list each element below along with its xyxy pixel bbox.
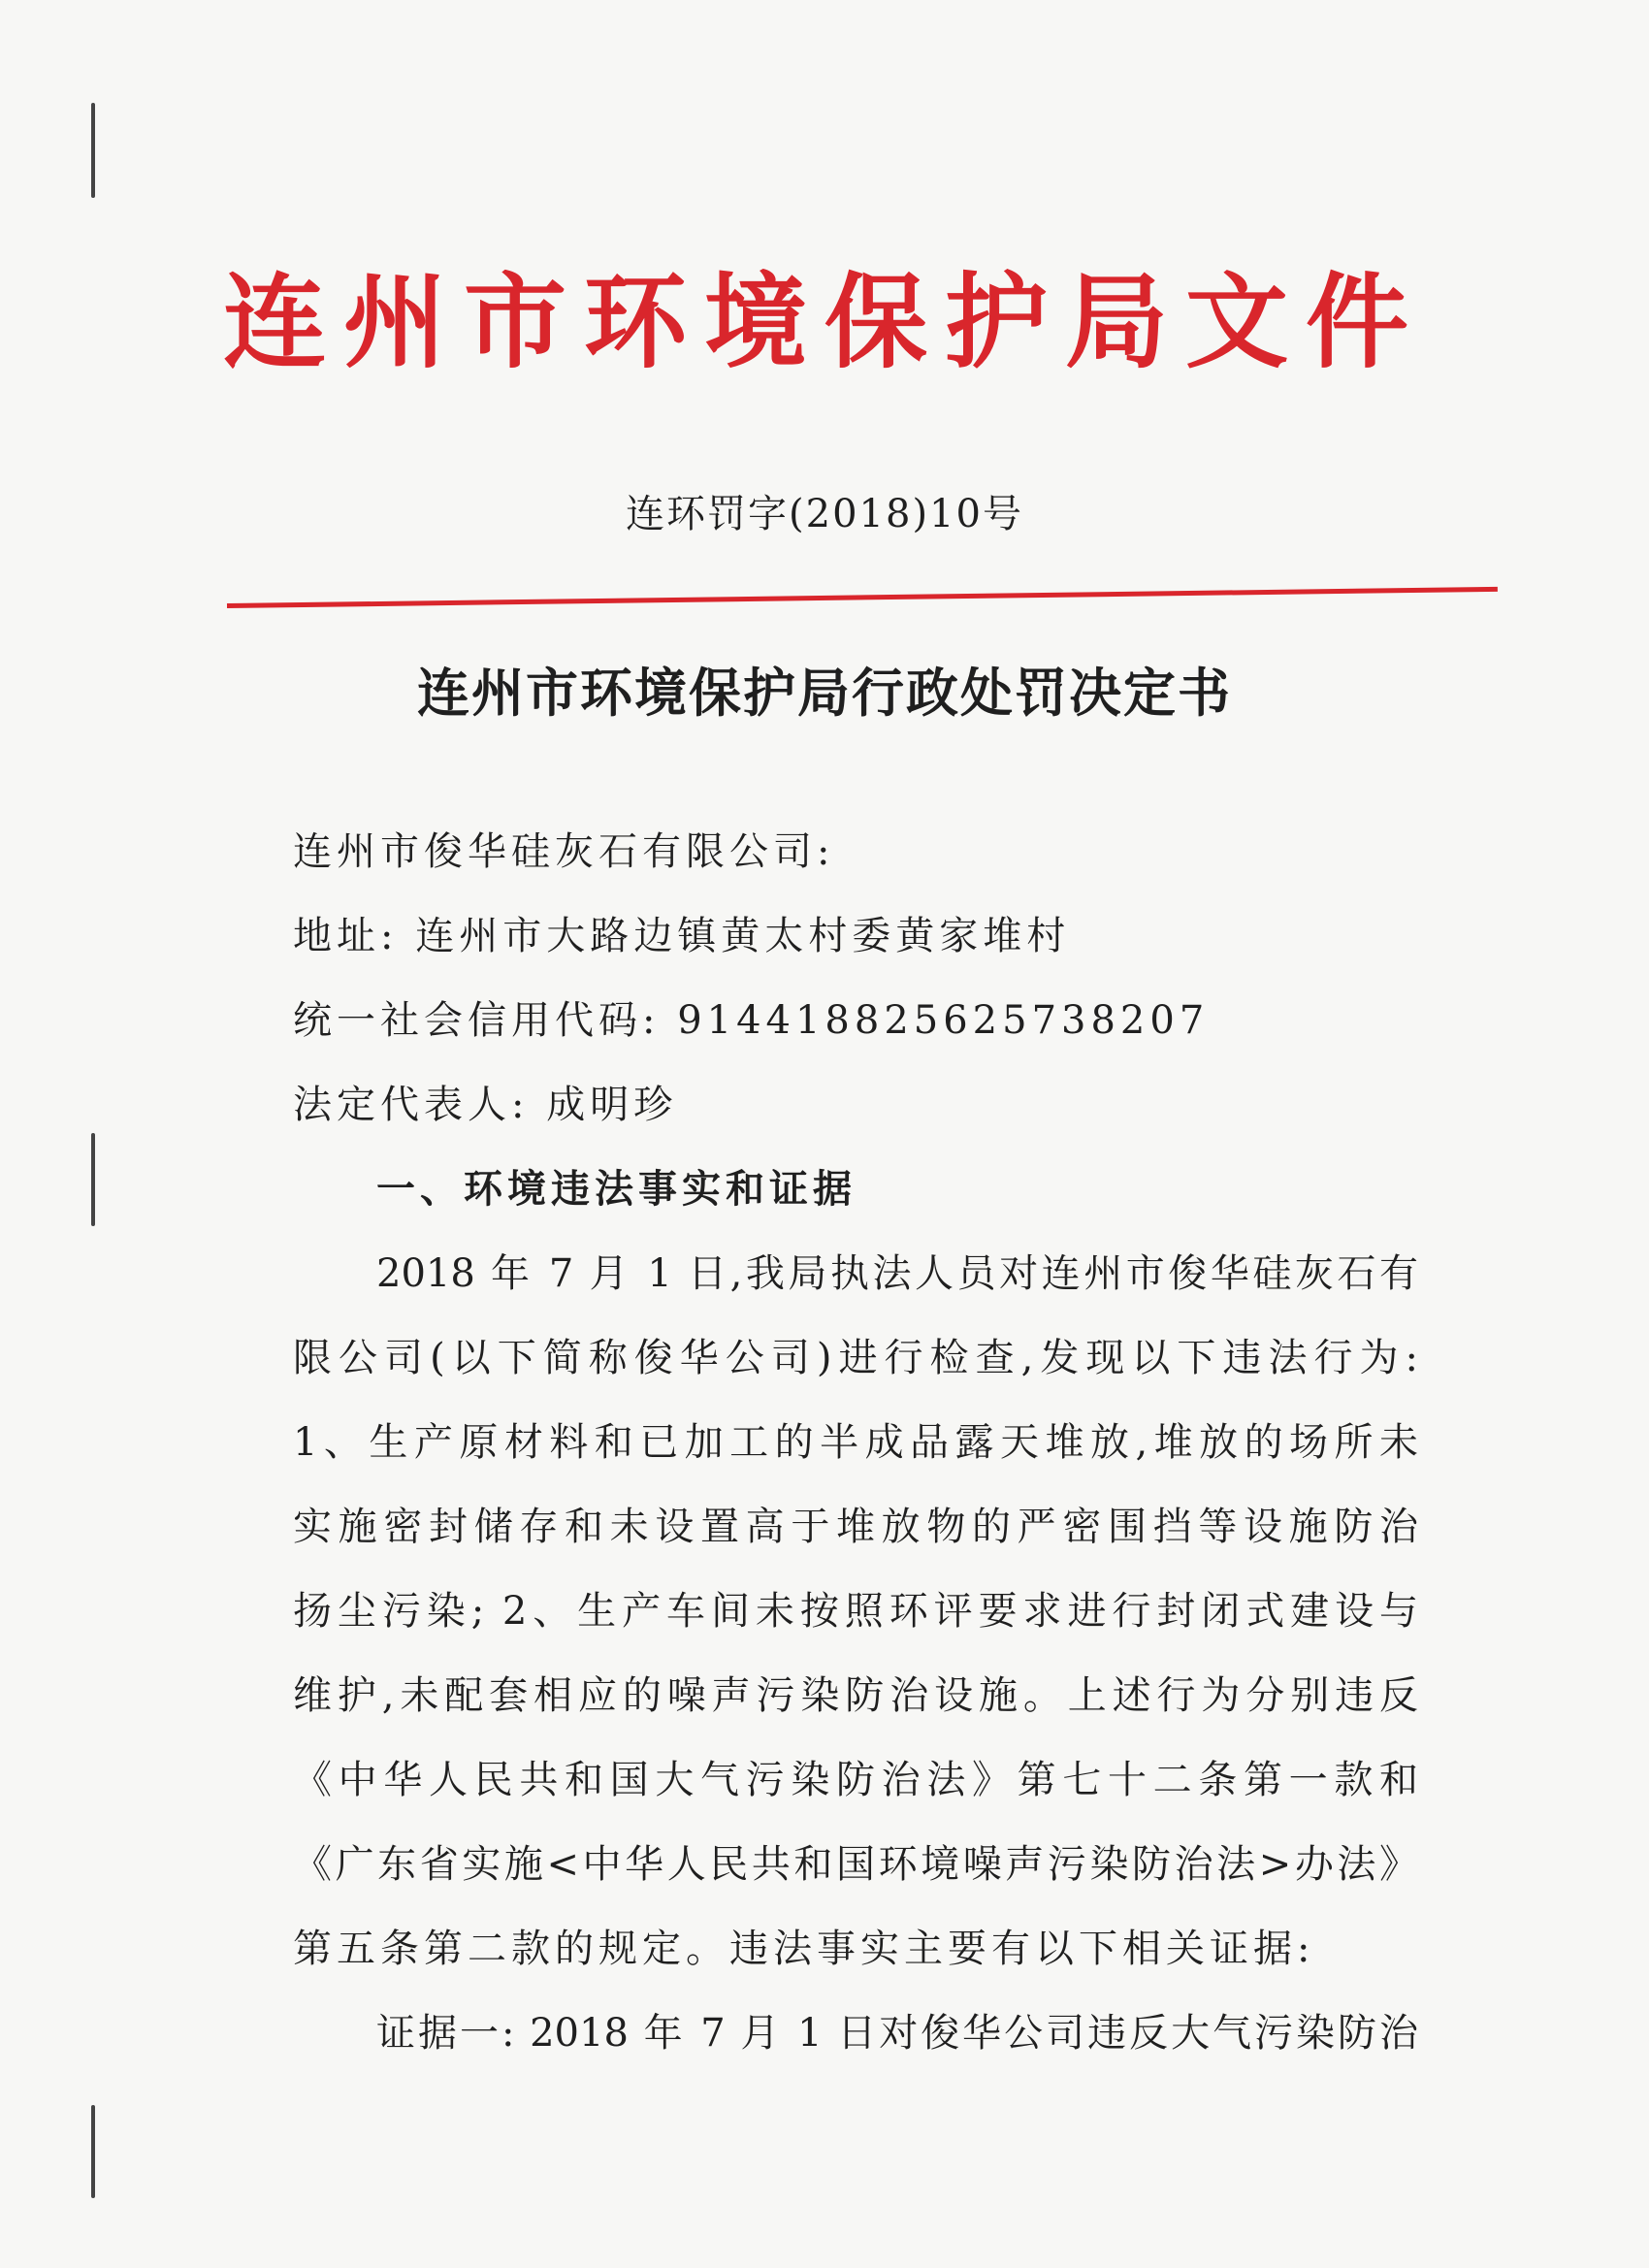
party-legal-rep: 法定代表人: 成明珍 <box>293 1083 678 1127</box>
party-address: 地址: 连州市大路边镇黄太村委黄家堆村 <box>293 914 1071 958</box>
decision-title: 连州市环境保护局行政处罚决定书 <box>417 662 1232 724</box>
paragraph-line: 1、生产原材料和已加工的半成品露天堆放,堆放的场所未 <box>293 1420 1418 1465</box>
document-number: 连环罚字(2018)10号 <box>626 492 1023 536</box>
paragraph-line: 维护,未配套相应的噪声污染防治设施。上述行为分别违反 <box>293 1673 1418 1718</box>
paragraph-line: 《中华人民共和国大气污染防治法》第七十二条第一款和 <box>293 1758 1418 1802</box>
red-separator-line <box>227 587 1498 608</box>
party-name: 连州市俊华硅灰石有限公司: <box>293 829 835 874</box>
paragraph-line: 第五条第二款的规定。违法事实主要有以下相关证据: <box>293 1927 1315 1971</box>
evidence-line: 证据一: 2018 年 7 月 1 日对俊华公司违反大气污染防治 <box>376 2011 1418 2056</box>
paragraph-line: 《广东省实施<中华人民共和国环境噪声污染防治法>办法》 <box>293 1842 1418 1887</box>
binding-hole-mark <box>91 2105 95 2198</box>
paragraph-line: 限公司(以下简称俊华公司)进行检查,发现以下违法行为: <box>293 1336 1418 1380</box>
paragraph-line: 扬尘污染; 2、生产车间未按照环评要求进行封闭式建设与 <box>293 1589 1418 1634</box>
org-header-title: 连州市环境保护局文件 <box>223 261 1426 382</box>
paragraph-line: 实施密封储存和未设置高于堆放物的严密围挡等设施防治 <box>293 1505 1418 1549</box>
party-credit-code: 统一社会信用代码: 91441882562573820​7 <box>293 998 1210 1043</box>
binding-hole-mark <box>91 1133 95 1226</box>
section-heading: 一、环境违法事实和证据 <box>376 1166 857 1212</box>
paragraph-line: 2018 年 7 月 1 日,我局执法人员对连州市俊华硅灰石有 <box>376 1251 1418 1296</box>
binding-hole-mark <box>91 103 95 198</box>
